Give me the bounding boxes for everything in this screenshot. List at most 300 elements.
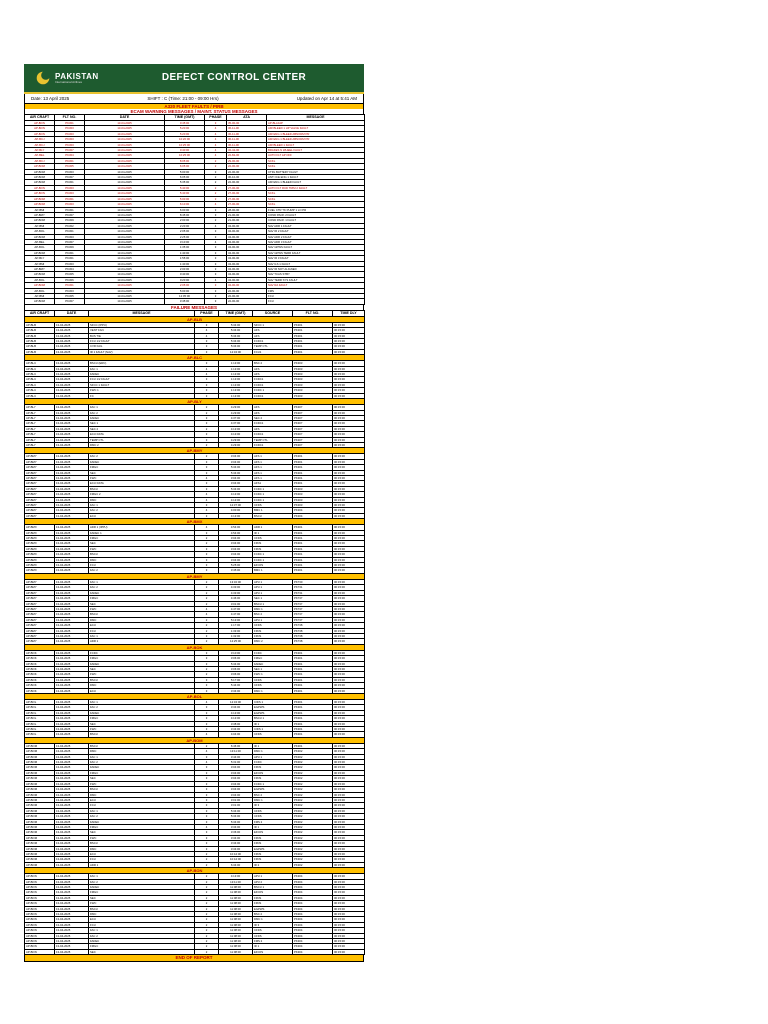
table-cell: PK309: [55, 245, 85, 250]
table-cell: PK738: [293, 639, 333, 644]
table-cell: 3:04:00: [219, 781, 253, 786]
table-cell: PK303: [293, 361, 333, 366]
table-cell: AP-BOM: [25, 250, 55, 255]
table-cell: 36-11-00: [227, 131, 267, 136]
table-cell: 3: [205, 266, 227, 271]
table-cell: 00:15:00: [333, 792, 365, 797]
table-cell: 3: [205, 196, 227, 201]
table-cell: 00:15:00: [333, 432, 365, 437]
table-cell: 13-04-2025: [85, 180, 165, 185]
table-cell: 13-04-2025: [85, 288, 165, 293]
table-cell: 3:04:00: [219, 557, 253, 562]
table-cell: 2: [195, 454, 219, 459]
table-cell: NAV ADR 1 FAULT: [267, 223, 365, 228]
table-cell: FCDC 1: [253, 552, 293, 557]
table-cell: FAC 2: [89, 568, 195, 573]
table-cell: 13-04-2025: [55, 568, 89, 573]
table-cell: PK304: [293, 890, 333, 895]
table-cell: FADEC: [89, 819, 195, 824]
table-cell: APU 1: [253, 754, 293, 759]
table-cell: PK302: [293, 862, 333, 867]
table-cell: NAV RA FAULT: [267, 283, 365, 288]
table-cell: 3: [195, 650, 219, 655]
group-label: AP-BOM: [25, 737, 365, 743]
table-cell: FWC: [89, 901, 195, 906]
table-cell: FMGC: [89, 770, 195, 775]
table-cell: PK301: [55, 256, 85, 261]
table-cell: 5:20:00: [165, 131, 205, 136]
table-cell: AP-BMX: [25, 525, 55, 530]
table-cell: 13-04-2025: [55, 672, 89, 677]
table-cell: AP-BMY: [25, 601, 55, 606]
table-cell: 2: [195, 912, 219, 917]
table-cell: 13-04-2025: [55, 541, 89, 546]
table-cell: FADEC: [89, 939, 195, 944]
table-cell: PK303: [293, 366, 333, 371]
table-cell: 13-04-2025: [85, 164, 165, 169]
table-cell: NAV ADR 2 FAULT: [267, 234, 365, 239]
table-cell: 3: [195, 677, 219, 682]
table-cell: 34-00-00: [227, 261, 267, 266]
table-cell: 3: [195, 688, 219, 693]
table-cell: AP-BLC: [25, 366, 55, 371]
column-header: PHASE: [195, 310, 219, 316]
table-cell: 13-04-2025: [55, 846, 89, 851]
table-cell: 13-04-2025: [55, 585, 89, 590]
table-cell: 00:15:00: [333, 410, 365, 415]
table-cell: 13-04-2025: [55, 612, 89, 617]
table-cell: 5:34:00: [219, 470, 253, 475]
table-cell: AP-BOM: [25, 862, 55, 867]
table-cell: 13-04-2025: [85, 299, 165, 304]
table-cell: AP-BMX: [25, 557, 55, 562]
table-cell: 4:13:00: [219, 497, 253, 502]
table-cell: FCDC 1: [253, 497, 293, 502]
table-cell: 3:01:00: [219, 803, 253, 808]
table-cell: 3:34:00: [219, 841, 253, 846]
table-cell: 13-04-2025: [55, 475, 89, 480]
table-cell: AP-BON: [25, 131, 55, 136]
table-cell: PK304: [293, 912, 333, 917]
table-cell: AP-BOM: [25, 234, 55, 239]
table-cell: 2: [195, 579, 219, 584]
table-cell: AP-BMY: [25, 596, 55, 601]
table-cell: APU 1: [253, 874, 293, 879]
table-cell: DMC 2: [89, 442, 195, 447]
table-cell: 13-04-2025: [55, 922, 89, 927]
table-cell: 1:13:00: [219, 372, 253, 377]
table-cell: FAC 2: [89, 879, 195, 884]
table-cell: PK303: [55, 169, 85, 174]
table-cell: BMC 1: [253, 508, 293, 513]
table-cell: 00:15:00: [333, 760, 365, 765]
table-cell: 00:15:00: [333, 710, 365, 715]
table-cell: 34-00-00: [227, 250, 267, 255]
table-cell: FADEC: [89, 885, 195, 890]
table-cell: 13-04-2025: [55, 710, 89, 715]
table-cell: 00:15:00: [333, 639, 365, 644]
table-cell: PK301: [293, 470, 333, 475]
table-cell: ECU DATA: [89, 481, 195, 486]
table-cell: FCDC 1: [253, 557, 293, 562]
table-cell: AP-BOM: [25, 857, 55, 862]
table-cell: AP-BOK: [25, 650, 55, 655]
table-cell: FMS: [267, 288, 365, 293]
table-cell: 3: [195, 546, 219, 551]
table-cell: PK301: [293, 700, 333, 705]
table-cell: 22-00-00: [227, 299, 267, 304]
table-cell: AFS 1: [253, 465, 293, 470]
table-cell: AP-BOM: [25, 841, 55, 846]
table-cell: FADEC 1: [89, 530, 195, 535]
table-cell: ECU: [89, 851, 195, 856]
column-header: AIR CRAFT: [25, 310, 55, 316]
table-cell: CFDS: [253, 808, 293, 813]
table-cell: 13-04-2025: [55, 617, 89, 622]
table-cell: AP-BON: [25, 933, 55, 938]
column-header: FLT NO.: [293, 310, 333, 316]
table-cell: EGPWS: [253, 710, 293, 715]
crescent-logo-icon: [34, 69, 52, 87]
table-cell: 3:04:00: [219, 787, 253, 792]
table-cell: IR 1 FAULT (NAV): [89, 349, 195, 354]
table-cell: SEC: [89, 666, 195, 671]
table-cell: PK303: [293, 388, 333, 393]
table-cell: 3: [205, 169, 227, 174]
table-cell: 00:15:00: [333, 885, 365, 890]
table-cell: AP-BMY: [25, 590, 55, 595]
table-cell: 13-04-2025: [55, 732, 89, 737]
table-cell: ADR 1: [253, 525, 293, 530]
table-cell: AP-BMX: [25, 530, 55, 535]
table-cell: AP-BMY: [25, 617, 55, 622]
table-cell: PK301: [293, 454, 333, 459]
table-cell: PK737: [293, 596, 333, 601]
table-cell: 13-04-2025: [55, 623, 89, 628]
table-cell: 3: [195, 486, 219, 491]
table-cell: 13-04-2025: [55, 339, 89, 344]
fleet-title: A320 FLEET FAULTS / PIRB: [24, 104, 364, 109]
table-cell: 3: [195, 530, 219, 535]
table-cell: FAC 1: [89, 633, 195, 638]
table-cell: FCDC: [253, 760, 293, 765]
group-label: AP-BOL: [25, 694, 365, 700]
table-cell: PK305: [55, 294, 85, 299]
table-cell: SCKL: [267, 196, 365, 201]
table-cell: FAC 1: [89, 928, 195, 933]
table-cell: 13-04-2025: [85, 272, 165, 277]
table-cell: 1:13:00: [219, 366, 253, 371]
table-cell: DMC 1: [253, 688, 293, 693]
table-cell: 3:04:00: [219, 770, 253, 775]
table-cell: 4:13:00: [219, 513, 253, 518]
table-cell: SFCC 1: [253, 322, 293, 327]
table-cell: PK302: [293, 792, 333, 797]
table-cell: PK304: [293, 874, 333, 879]
table-cell: 13-04-2025: [85, 191, 165, 196]
table-cell: 00:15:00: [333, 459, 365, 464]
table-cell: PK307: [55, 239, 85, 244]
table-cell: 00:15:00: [333, 454, 365, 459]
table-cell: AP-BMX: [25, 546, 55, 551]
table-cell: PK301: [293, 710, 333, 715]
table-cell: AP-BOM: [25, 743, 55, 748]
table-cell: 00:15:00: [333, 563, 365, 568]
table-cell: TEMP CTL: [253, 437, 293, 442]
logo-subtitle: International Airlines: [55, 79, 83, 84]
table-cell: SEC: [89, 776, 195, 781]
table-cell: 13-04-2025: [55, 835, 89, 840]
table-cell: FCDC1: [253, 432, 293, 437]
column-header: TIME (GMT): [219, 310, 253, 316]
table-cell: PK306: [55, 277, 85, 282]
table-cell: 00:15:00: [333, 879, 365, 884]
table-cell: PK301: [293, 705, 333, 710]
report-sheet: [24, 64, 364, 962]
table-cell: 5:44:00: [219, 683, 253, 688]
table-cell: 5:00:00: [165, 288, 205, 293]
table-cell: 00:15:00: [333, 481, 365, 486]
table-cell: 3: [195, 552, 219, 557]
table-cell: AP-BON: [25, 922, 55, 927]
table-cell: 13-04-2025: [55, 721, 89, 726]
table-cell: 13-04-2025: [55, 410, 89, 415]
table-cell: FMGC: [89, 536, 195, 541]
table-cell: BSCU: [89, 787, 195, 792]
table-cell: CFDS: [253, 814, 293, 819]
table-cell: AFS 1: [253, 454, 293, 459]
table-cell: 00:15:00: [333, 917, 365, 922]
table-cell: 00:15:00: [333, 361, 365, 366]
table-cell: 00:15:00: [333, 536, 365, 541]
table-cell: 3: [195, 656, 219, 661]
table-cell: IR 1: [253, 530, 293, 535]
table-cell: 00:15:00: [333, 322, 365, 327]
table-cell: NAV TCAS STBY: [267, 272, 365, 277]
table-cell: 00:15:00: [333, 513, 365, 518]
table-cell: FFNS: [253, 765, 293, 770]
table-cell: CFDS: [253, 683, 293, 688]
table-cell: FMGC: [89, 890, 195, 895]
table-cell: PK307: [55, 148, 85, 153]
table-cell: PK303: [55, 126, 85, 131]
table-cell: 3:34:00: [219, 688, 253, 693]
table-cell: NAV IR 2 FAULT: [267, 229, 365, 234]
table-cell: 00:15:00: [333, 944, 365, 949]
table-cell: 3: [205, 283, 227, 288]
table-cell: 3: [195, 568, 219, 573]
table-cell: PK301: [293, 552, 333, 557]
table-cell: 4:29:00: [219, 410, 253, 415]
table-cell: 13-04-2025: [55, 874, 89, 879]
table-cell: PK304: [293, 928, 333, 933]
table-cell: 3: [195, 776, 219, 781]
table-cell: 13-04-2025: [55, 885, 89, 890]
table-cell: AP-BOM: [25, 787, 55, 792]
table-cell: PK305: [55, 164, 85, 169]
table-cell: AP-BOK: [25, 666, 55, 671]
table-cell: 12:37:00: [219, 503, 253, 508]
table-cell: SCKL: [267, 191, 365, 196]
group-label: AP-BON: [25, 868, 365, 874]
table-cell: AP-BMY: [25, 579, 55, 584]
table-cell: PK301: [55, 196, 85, 201]
table-cell: AP-BOL: [25, 727, 55, 732]
table-cell: 13:32:00: [219, 579, 253, 584]
table-cell: FMGC 2: [89, 492, 195, 497]
table-cell: 13-04-2025: [55, 716, 89, 721]
table-cell: FCU: [267, 294, 365, 299]
table-cell: 13-04-2025: [55, 465, 89, 470]
table-cell: FADEC: [89, 372, 195, 377]
table-cell: PK303: [55, 142, 85, 147]
table-cell: 2: [195, 623, 219, 628]
table-cell: 11:08:00: [219, 890, 253, 895]
table-cell: PK307: [293, 437, 333, 442]
table-cell: 1:40:00: [165, 261, 205, 266]
table-cell: 13-04-2025: [55, 857, 89, 862]
table-cell: 0:45:00: [165, 121, 205, 126]
table-cell: 13-04-2025: [55, 797, 89, 802]
table-cell: PK304: [293, 949, 333, 954]
table-cell: 4: [195, 525, 219, 530]
table-cell: PK302: [293, 846, 333, 851]
column-header: FLT NO.: [55, 115, 85, 121]
table-cell: APU 1: [253, 617, 293, 622]
table-cell: PK301: [55, 207, 85, 212]
table-cell: PK301: [293, 530, 333, 535]
table-cell: 00:15:00: [333, 830, 365, 835]
table-cell: 00:15:00: [333, 421, 365, 426]
table-cell: PK301: [293, 333, 333, 338]
table-cell: 13:11:00: [219, 749, 253, 754]
table-cell: 00:15:00: [333, 546, 365, 551]
group-label: AP-BLC: [25, 355, 365, 361]
table-cell: 13-04-2025: [55, 372, 89, 377]
table-cell: 00:15:00: [333, 661, 365, 666]
table-cell: 3: [195, 683, 219, 688]
table-cell: 10:44:00: [219, 851, 253, 856]
table-cell: 5:34:00: [219, 661, 253, 666]
table-cell: PK737: [293, 617, 333, 622]
table-cell: AP-BON: [25, 949, 55, 954]
table-cell: BSCU 1: [253, 716, 293, 721]
table-cell: 00:15:00: [333, 688, 365, 693]
table-cell: 4: [195, 749, 219, 754]
table-cell: 00:15:00: [333, 339, 365, 344]
table-cell: 3:36:00: [219, 830, 253, 835]
table-cell: 3:01:00: [219, 601, 253, 606]
table-cell: 3: [195, 841, 219, 846]
table-cell: 00:15:00: [333, 743, 365, 748]
table-cell: 3:34:00: [219, 705, 253, 710]
table-cell: FADEC: [89, 661, 195, 666]
table-cell: PK301: [293, 328, 333, 333]
table-cell: AP-BLY: [25, 421, 55, 426]
table-cell: 13-04-2025: [55, 393, 89, 398]
table-cell: FCU1: [253, 349, 293, 354]
table-cell: 3: [205, 294, 227, 299]
table-cell: AP-BLC: [25, 393, 55, 398]
table-cell: 2: [195, 536, 219, 541]
table-cell: FAC 1: [89, 405, 195, 410]
table-cell: 00:15:00: [333, 819, 365, 824]
table-cell: DMC: [89, 557, 195, 562]
table-cell: AP-BON: [25, 890, 55, 895]
table-cell: 2:05:00: [165, 229, 205, 234]
table-cell: 11:08:00: [219, 912, 253, 917]
table-cell: 13-04-2025: [55, 700, 89, 705]
table-cell: 35-00-00: [227, 121, 267, 126]
table-cell: PK303: [55, 137, 85, 142]
table-cell: 3: [195, 661, 219, 666]
table-cell: 00:15:00: [333, 906, 365, 911]
table-cell: PK304: [293, 895, 333, 900]
table-cell: PK302: [293, 814, 333, 819]
table-cell: APU 2: [253, 879, 293, 884]
table-cell: 3: [195, 563, 219, 568]
table-cell: 13-04-2025: [55, 770, 89, 775]
table-cell: PK307: [293, 421, 333, 426]
table-cell: 13-04-2025: [55, 596, 89, 601]
table-cell: AP-BLL0AP: [267, 121, 365, 126]
table-cell: 5:31:00: [219, 760, 253, 765]
table-cell: 13-04-2025: [85, 261, 165, 266]
table-cell: 3:04:00: [219, 536, 253, 541]
table-cell: AP-BOM: [25, 175, 55, 180]
table-cell: FAC 2: [89, 705, 195, 710]
table-cell: 3: [195, 765, 219, 770]
table-cell: 4:33:00: [219, 590, 253, 595]
table-cell: PK731: [293, 585, 333, 590]
table-cell: FFNS: [253, 628, 293, 633]
table-cell: 13-04-2025: [55, 901, 89, 906]
table-cell: PK301: [293, 322, 333, 327]
table-cell: 3: [195, 705, 219, 710]
table-cell: 2: [195, 874, 219, 879]
table-cell: 3: [195, 716, 219, 721]
table-cell: AIR ENG 1 BLEED ABNORM PR: [267, 137, 365, 142]
table-cell: PK301: [55, 158, 85, 163]
table-cell: 4: [205, 148, 227, 153]
table-cell: AP-BOL: [25, 716, 55, 721]
table-cell: PK737: [293, 606, 333, 611]
table-cell: 00:15:00: [333, 388, 365, 393]
table-cell: FWC: [89, 835, 195, 840]
table-cell: 3: [195, 459, 219, 464]
table-cell: PK301: [293, 688, 333, 693]
table-cell: 00:15:00: [333, 890, 365, 895]
table-cell: 13-04-2025: [55, 322, 89, 327]
table-cell: 3: [195, 727, 219, 732]
group-label: AP-BMY: [25, 448, 365, 454]
table-cell: PK303: [55, 288, 85, 293]
table-cell: 13-04-2025: [55, 933, 89, 938]
table-cell: PK302: [293, 851, 333, 856]
table-cell: PK737: [293, 612, 333, 617]
table-cell: 3:04:00: [219, 454, 253, 459]
table-cell: PK303: [293, 372, 333, 377]
column-header: DATE: [55, 310, 89, 316]
table-cell: 3: [195, 421, 219, 426]
table-cell: AP-BOL: [25, 710, 55, 715]
table-cell: PK301: [55, 250, 85, 255]
table-cell: PK307: [293, 426, 333, 431]
table-cell: FCDC: [89, 650, 195, 655]
table-cell: PK303: [55, 234, 85, 239]
table-cell: BUS TIE: [89, 333, 195, 338]
table-cell: FCDC: [253, 650, 293, 655]
